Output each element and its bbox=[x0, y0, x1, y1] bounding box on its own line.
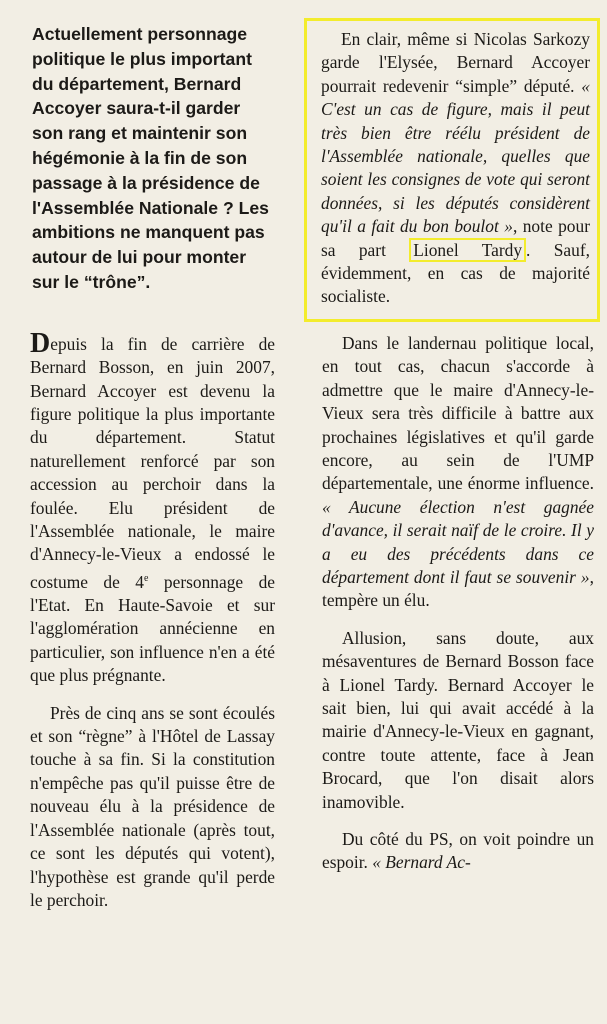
article-lede: Actuellement personnage politique le plus important du département, Bernard Accoyer saura-t-il garder son rang et maintenir son hégémonie à la fin de son passage à la présidence de l'Assemblée Nationale ? Les ambitions ne manquent pas autour de lui pour monter sur le “trône”. bbox=[32, 24, 269, 292]
paragraph-4 bbox=[300, 332, 600, 613]
elected-quote: « Aucune élection n'est gagnée d'avance, il serait naïf de le croire. Il y a eu des précédents dans ce département dont il faut se souvenir » bbox=[322, 496, 594, 587]
paragraph-3-start: En clair, même si Nicolas Sarkozy garde l'Elysée, Bernard Accoyer pourrait redevenir “simple” député. bbox=[321, 29, 590, 96]
left-column bbox=[30, 22, 275, 926]
right-column bbox=[300, 22, 600, 889]
paragraph-1-text: epuis la fin de carrière de Bernard Bosson, en juin 2007, Bernard Accoyer est devenu la figure politique la plus importante du département. Statut naturellement renforcé par son accession au perchoir dans la foulée. Elu président de l'Assemblée nationale, le maire d'Annecy-le-Vieux a endossé le costume de 4 bbox=[30, 333, 275, 592]
highlight-box bbox=[304, 18, 600, 322]
superscript-e: e bbox=[144, 572, 149, 584]
paragraph-4-end: , tempère un élu. bbox=[322, 566, 594, 611]
paragraph-6 bbox=[300, 828, 600, 875]
highlighted-name: Lionel Tardy bbox=[409, 238, 526, 262]
paragraph-3-end: . Sauf, évidemment, en cas de majorité socialiste. bbox=[321, 239, 590, 307]
drop-cap: D bbox=[30, 327, 51, 359]
paragraph-1 bbox=[30, 327, 275, 688]
paragraph-1-text-end: personnage de l'Etat. En Haute-Savoie et sur l'agglomération annécienne en particulier, son influence n'en a été que plus prégnante. bbox=[30, 571, 275, 686]
paragraph-3-mid: , note pour sa part bbox=[321, 216, 590, 260]
tardy-quote: « C'est un cas de figure, mais il peut très bien être réélu président de l'Assemblée nationale, quelles que soient les consignes de vote qui seront données, si les députés considèrent qu'il a fait du bon boulot » bbox=[321, 75, 590, 237]
paragraph-4-start: Dans le landernau politique local, en tout cas, chacun s'accorde à admettre que le maire d'Annecy-le-Vieux sera très difficile à battre aux prochaines législatives et qu'il garde encore, au sein de l'UMP départementale, une énorme influence. bbox=[322, 332, 594, 494]
ps-quote: « Bernard Ac- bbox=[372, 852, 471, 873]
paragraph-6-start: Du côté du PS, on voit poindre un espoir. bbox=[322, 829, 594, 873]
paragraph-5: Allusion, sans doute, aux mésaventures de Bernard Bosson face à Lionel Tardy. Bernard Accoyer le sait bien, lui qui avait accédé à la mairie d'Annecy-le-Vieux en gagnant, contre toute attente, face à Jean Brocard, que l'on disait alors inamovible. bbox=[322, 627, 594, 812]
paragraph-2: Près de cinq ans se sont écoulés et son “règne” à l'Hôtel de Lassay touche à sa fin. Si la constitution n'empêche pas qu'il puisse être de nouveau élu à la présidence de l'Assemblée nationale (après tout, ce sont les députés qui votent), l'hypothèse est grande qu'il perde le perchoir. bbox=[30, 702, 275, 910]
paragraph-3 bbox=[321, 28, 590, 309]
